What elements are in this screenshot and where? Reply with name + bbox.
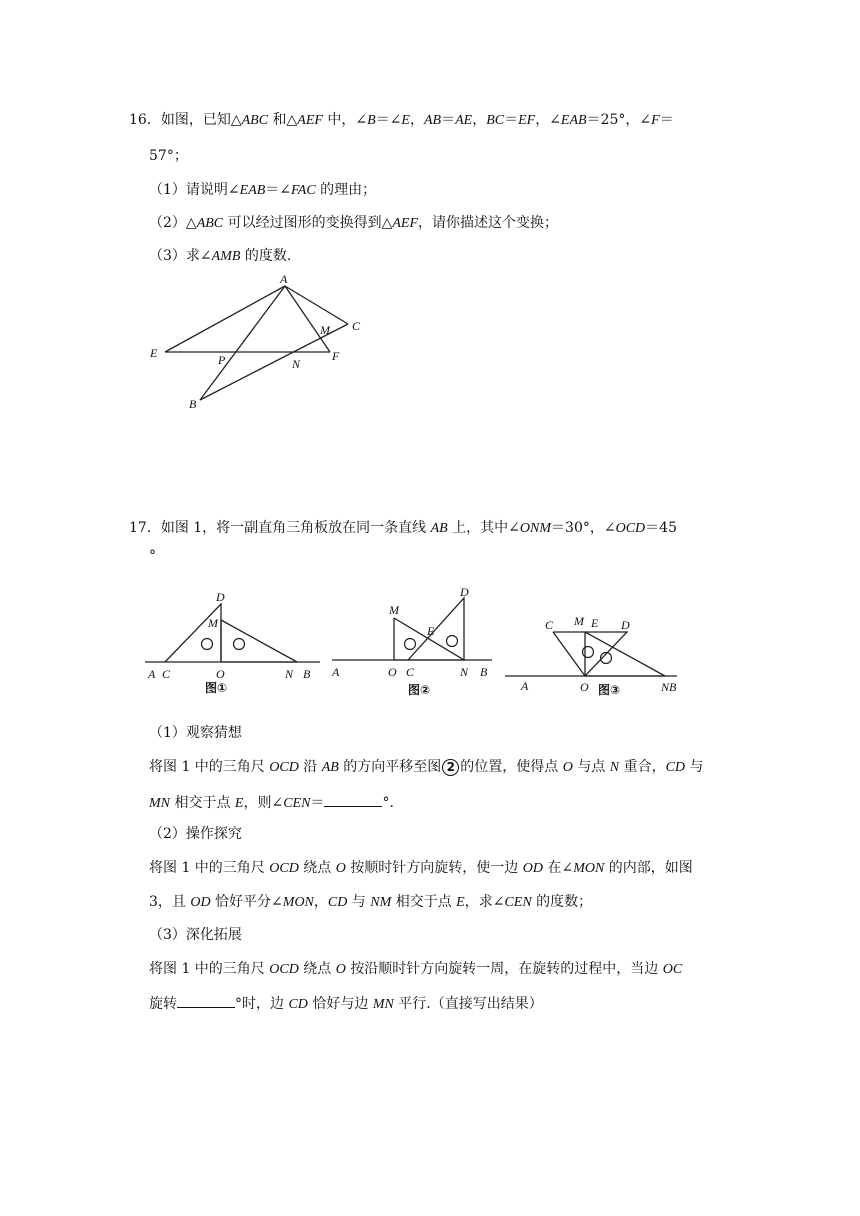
triangle-omn [221, 620, 297, 662]
hole-circle [583, 647, 594, 658]
label-n: N [285, 667, 294, 681]
q16-part-3: （3）求∠AMB 的度数. [149, 248, 292, 264]
segment-ae [165, 286, 285, 352]
label-a: A [332, 665, 340, 679]
label-m: M [389, 603, 399, 617]
segment-ab [200, 286, 285, 400]
label-a: A [521, 679, 529, 693]
q17-line-1: 17．如图 1，将一副直角三角板放在同一条直线 AB 上，其中∠ONM＝30°，∠OCD＝45 [129, 520, 677, 536]
q17-line-2: ° [149, 548, 156, 564]
q16-figure [140, 272, 380, 414]
segment-af [285, 286, 330, 352]
q17-part-3-title: （3）深化拓展 [149, 927, 242, 943]
label-a: A [280, 272, 288, 286]
hole-circle [202, 639, 213, 650]
label-a: A [148, 667, 156, 681]
label-n: N [292, 357, 301, 371]
hole-circle [447, 636, 458, 647]
q17-part-1-line-1: 将图 1 中的三角尺 OCD 沿 AB 的方向平移至图 2 的位置，使得点 O 与点 N 重合，CD 与 [149, 759, 704, 775]
label-m: M [320, 323, 330, 337]
triangle-ocd [165, 604, 221, 662]
q16-part-1: （1）请说明∠EAB＝∠FAC 的理由； [149, 182, 377, 198]
label-n: N [460, 665, 469, 679]
label-d: D [460, 585, 469, 599]
label-e: E [591, 616, 599, 630]
triangle-ocd [553, 632, 627, 676]
q17-part-2-title: （2）操作探究 [149, 826, 242, 842]
label-d: D [216, 590, 225, 604]
label-nb: NB [661, 680, 677, 694]
label-d: D [621, 618, 630, 632]
figure-caption: 图① [205, 681, 228, 695]
q17-part-1-line-2: MN 相交于点 E，则∠CEN＝ °. [149, 792, 394, 814]
hole-circle [405, 639, 416, 650]
circled-number: 2 [442, 759, 459, 776]
label-o: O [216, 667, 225, 681]
answer-blank[interactable] [324, 792, 382, 807]
label-b: B [303, 667, 311, 681]
label-o: O [388, 665, 397, 679]
label-c: C [352, 319, 361, 333]
q16-line-1: 16．如图，已知△ABC 和△AEF 中，∠B＝∠E，AB＝AE，BC＝EF，∠EAB＝25°，∠F＝ [129, 112, 674, 128]
label-b: B [480, 665, 488, 679]
label-p: P [218, 353, 226, 367]
label-o: O [580, 680, 589, 694]
label-f: F [332, 349, 340, 363]
q17-figure-2 [330, 584, 500, 698]
triangle-omn [585, 632, 665, 676]
q17-part-3-line-1: 将图 1 中的三角尺 OCD 绕点 O 按沿顺时针方向旋转一周，在旋转的过程中，当边 OC [149, 961, 683, 977]
label-c: C [545, 618, 554, 632]
label-c: C [406, 665, 415, 679]
q16-part-2: （2）△ABC 可以经过图形的变换得到△AEF，请你描述这个变换； [149, 215, 559, 231]
figure-caption: 图② [408, 683, 431, 697]
label-m: M [574, 614, 584, 628]
q17-part-1-title: （1）观察猜想 [149, 725, 242, 741]
label-c: C [162, 667, 171, 681]
label-m: M [208, 616, 218, 630]
q17-figure-1 [145, 586, 325, 698]
label-b: B [189, 397, 197, 411]
figure-caption: 图③ [598, 683, 621, 697]
q17-part-2-line-2: 3，且 OD 恰好平分∠MON，CD 与 NM 相交于点 E，求∠CEN 的度数； [149, 894, 593, 910]
hole-circle [234, 639, 245, 650]
q17-figure-3 [505, 606, 685, 698]
label-e: E [427, 624, 435, 638]
q17-part-2-line-1: 将图 1 中的三角尺 OCD 绕点 O 按顺时针方向旋转，使一边 OD 在∠MON 的内部，如图 [149, 860, 693, 876]
label-e: E [150, 346, 158, 360]
q17-part-3-line-2: 旋转 °时，边 CD 恰好与边 MN 平行.（直接写出结果） [149, 993, 543, 1015]
answer-blank[interactable] [177, 993, 235, 1008]
triangle-ocd [408, 598, 464, 660]
segment-ac [285, 286, 348, 324]
q16-line-2: 57°； [149, 148, 188, 164]
